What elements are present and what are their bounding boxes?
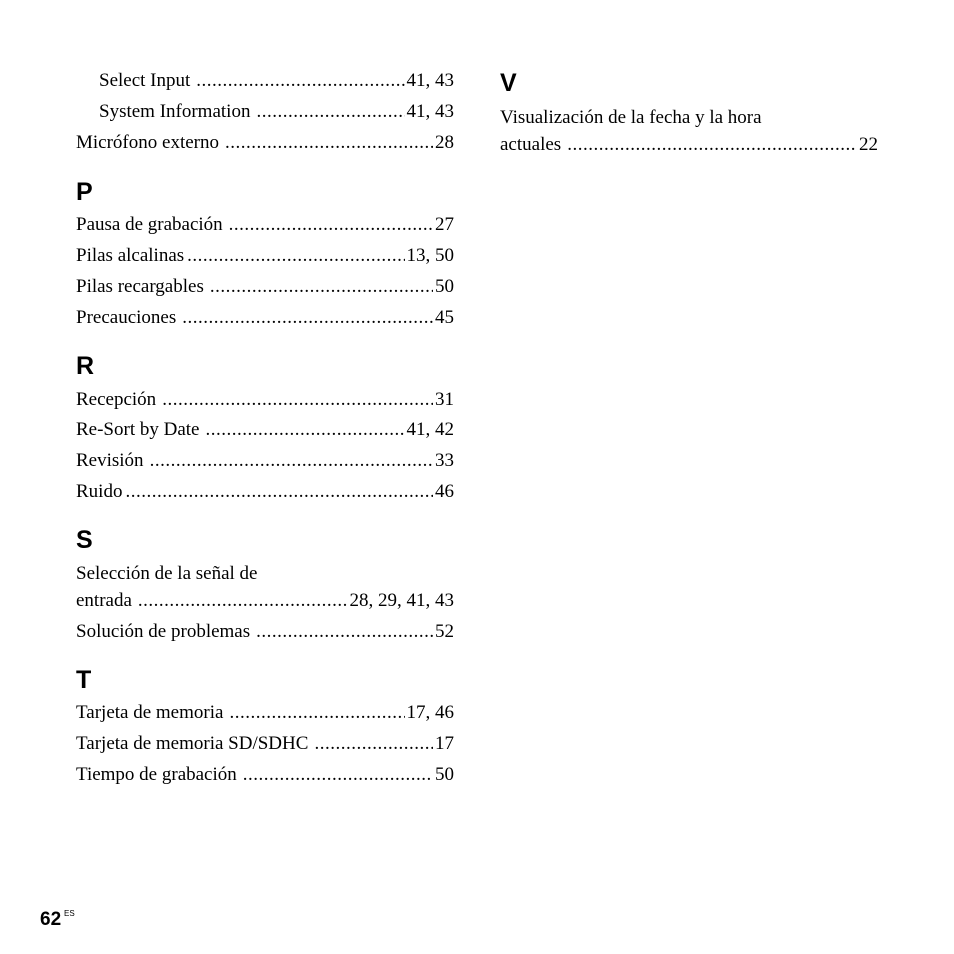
- leader-dots: [162, 390, 433, 410]
- index-pages: 22: [859, 134, 878, 155]
- index-pages: 17: [435, 733, 454, 754]
- index-pages: 17, 46: [406, 702, 454, 723]
- index-pages: 41, 43: [406, 70, 454, 91]
- index-entry: [76, 246, 454, 266]
- index-pages: 50: [435, 764, 454, 785]
- leader-dots: [243, 765, 433, 785]
- index-term-continuation: actuales: [500, 134, 562, 155]
- index-term: Precauciones: [76, 307, 177, 328]
- index-term: Revisión: [76, 450, 144, 471]
- index-term: Select Input: [99, 70, 191, 91]
- leader-dots: [225, 133, 433, 153]
- index-entry: [76, 133, 454, 153]
- index-pages: 28: [435, 132, 454, 153]
- index-entry: [76, 451, 454, 471]
- section-letter-v: V: [500, 69, 517, 97]
- index-term: Pilas recargables: [76, 276, 204, 297]
- index-pages: 41, 42: [406, 419, 454, 440]
- index-term: System Information: [99, 101, 251, 122]
- language-code: ES: [64, 909, 75, 918]
- leader-dots: [138, 591, 348, 611]
- leader-dots: [229, 215, 433, 235]
- index-term: Pausa de grabación: [76, 214, 223, 235]
- index-pages: 27: [435, 214, 454, 235]
- leader-dots: [182, 308, 433, 328]
- index-pages: 28, 29, 41, 43: [349, 590, 454, 611]
- leader-dots: [125, 482, 433, 502]
- section-letter-r: R: [76, 352, 95, 380]
- index-term: Solución de problemas: [76, 621, 251, 642]
- index-entry: [99, 71, 454, 91]
- index-term: Micrófono externo: [76, 132, 219, 153]
- index-entry: [76, 277, 454, 297]
- index-term: Selección de la señal de: [76, 563, 258, 584]
- index-entry: [76, 734, 454, 754]
- index-pages: 50: [435, 276, 454, 297]
- index-pages: 31: [435, 389, 454, 410]
- index-pages: 33: [435, 450, 454, 471]
- leader-dots: [256, 102, 404, 122]
- index-entry: [76, 765, 454, 785]
- section-letter-s: S: [76, 526, 93, 554]
- index-entry: [76, 420, 454, 440]
- index-pages: 46: [435, 481, 454, 502]
- leader-dots: [210, 277, 433, 297]
- index-term: Tiempo de grabación: [76, 764, 237, 785]
- index-pages: 52: [435, 621, 454, 642]
- leader-dots: [187, 246, 404, 266]
- leader-dots: [256, 622, 433, 642]
- index-entry: [76, 308, 454, 328]
- index-entry: [76, 482, 454, 502]
- index-term: Re-Sort by Date: [76, 419, 200, 440]
- index-term-continuation: entrada: [76, 590, 132, 611]
- page-number: 62: [40, 909, 62, 930]
- index-entry: [76, 215, 454, 235]
- index-term: Pilas alcalinas: [76, 245, 185, 266]
- index-entry: [76, 622, 454, 642]
- index-pages: 45: [435, 307, 454, 328]
- index-term: Ruido: [76, 481, 123, 502]
- index-entry: [76, 564, 454, 611]
- index-entry: [500, 108, 878, 155]
- index-term: Visualización de la fecha y la hora: [500, 107, 762, 128]
- index-entry: [99, 102, 454, 122]
- section-letter-t: T: [76, 666, 92, 694]
- section-letter-p: P: [76, 178, 93, 206]
- index-term: Tarjeta de memoria: [76, 702, 224, 723]
- leader-dots: [150, 451, 433, 471]
- index-term: Recepción: [76, 389, 157, 410]
- leader-dots: [567, 135, 857, 155]
- index-pages: 13, 50: [406, 245, 454, 266]
- leader-dots: [205, 420, 404, 440]
- leader-dots: [314, 734, 433, 754]
- leader-dots: [196, 71, 404, 91]
- index-entry: [76, 390, 454, 410]
- index-entry: [76, 703, 454, 723]
- index-term: Tarjeta de memoria SD/SDHC: [76, 733, 309, 754]
- index-pages: 41, 43: [406, 101, 454, 122]
- leader-dots: [229, 703, 404, 723]
